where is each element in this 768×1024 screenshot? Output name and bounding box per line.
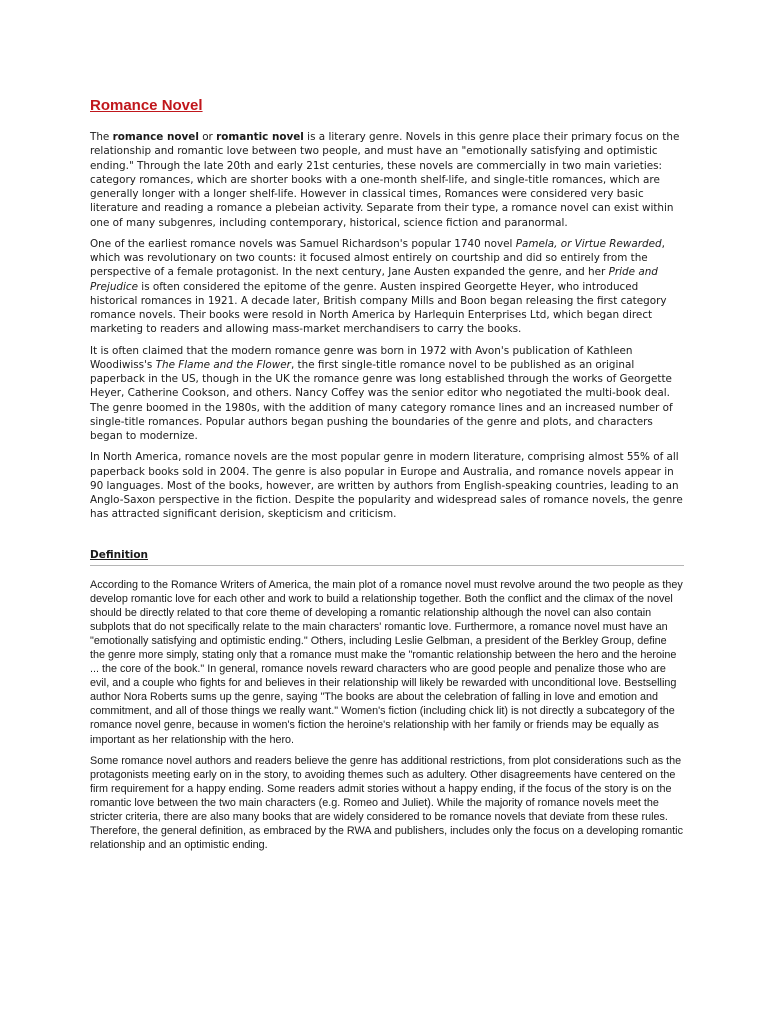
definition-paragraph-1: According to the Romance Writers of America, the main plot of a romance novel must revolve around the two people as they develop romantic love for each other and work to build a relationship together. Both the conflict and the climax of the novel should be directly related to that core theme of developing a romantic relationship although the novel can also contain subplots that do not specifically relate to the main characters' romantic love. Furthermore, a romance novel must have an "emotionally satisfying and optimistic ending." Others, including Leslie Gelbman, a president of the Berkley Group, define the genre more simply, stating only that a romance must make the "romantic relationship between the hero and the heroine ... the core of the book." In general, romance novels reward characters who are good people and penalize those who are evil, and a couple who fights for and believes in their relationship will likely be rewarded with unconditional love. Bestselling author Nora Roberts sums up the genre, saying "The books are about the celebration of falling in love and emotion and commitment, and all of those things we really want." Women's fiction (including chick lit) is not directly a subcategory of the romance novel genre, because in women's fiction the heroine's relationship with her family or friends may be equally as important as her relationship with the hero. <box>90 578 683 746</box>
bold-term: romantic novel <box>216 131 304 143</box>
text-span: One of the earliest romance novels was Samuel Richardson's popular 1740 novel <box>90 237 516 250</box>
text-span: It is often claimed that the modern romance genre was born in 1972 with Avon's publication of Kathleen Woodiwiss's <box>90 344 633 371</box>
intro-paragraph-4: In North America, romance novels are the most popular genre in modern literature, comprising almost 55% of all paperback books sold in 2004. The genre is also popular in Europe and Australia, and romance novels appear in 90 languages. Most of the books, however, are written by authors from English-speaking countries, leading to an Anglo-Saxon perspective in the fiction. Despite the popularity and widespread sales of romance novels, the genre has attracted significant derision, skepticism and criticism. <box>90 451 683 521</box>
intro-paragraph-1 <box>90 130 684 230</box>
page-title: Romance Novel <box>90 97 203 114</box>
text-span: , which was revolutionary on two counts: it focused almost entirely on courtship and did so entirely from the perspective of a female protagonist. In the next century, Jane Austen expanded the genre, and her <box>90 237 665 279</box>
text-span: or <box>198 131 217 143</box>
section-heading-definition: Definition <box>90 548 149 561</box>
bold-term: romance novel <box>112 131 199 143</box>
text-span: is often considered the epitome of the genre. Austen inspired Georgette Heyer, who introduced historical romances in 1921. A decade later, British company Mills and Boon began releasing the first category romance novels. Their books were resold in North America by Harlequin Enterprises Ltd, which began direct marketing to readers and allowing mass-market merchandisers to carry the books. <box>90 280 667 336</box>
italic-title: Pamela, or Virtue Rewarded <box>515 237 662 250</box>
text-span: is a literary genre. Novels in this genre place their primary focus on the relationship and romantic love between two people, and must have an "emotionally satisfying and optimistic ending." Through the late 20th and early 21st centuries, these novels are commercially in two main varieties: category romances, which are shorter books with a one-month shelf-life, and single-title romances, which are generally longer with a longer shelf-life. However in classical times, Romances were considered very basic literature and reading a romance a plebeian activity. Separate from their type, a romance novel can exist within one of many subgenres, including contemporary, historical, science fiction and paranormal. <box>90 131 680 229</box>
intro-paragraph-3 <box>90 344 684 444</box>
text-span: , the first single-title romance novel to be published as an original paperback in the US, though in the UK the romance genre was long established through the works of Georgette Heyer, Catherine Cookson, and others. Nancy Coffey was the senior editor who negotiated the multi-book deal. The genre boomed in the 1980s, with the addition of many category romance lines and an increased number of single-title romances. Popular authors began pushing the boundaries of the genre and plots, and characters began to modernize. <box>90 358 673 442</box>
definition-paragraph-2: Some romance novel authors and readers believe the genre has additional restrictions, from plot considerations such as the protagonists meeting early on in the story, to avoiding themes such as adultery. Other disagreements have centered on the firm requirement for a happy ending. Some readers admit stories without a happy ending, if the focus of the story is on the romantic love between the two main characters (e.g. Romeo and Juliet). While the majority of romance novels meet the stricter criteria, there are also many books that are widely considered to be romance novels that deviate from these rules. Therefore, the general definition, as embraced by the RWA and publishers, includes only the focus on a developing romantic relationship and an optimistic ending. <box>90 754 683 852</box>
italic-title: The Flame and the Flower <box>155 358 291 371</box>
italic-title: Pride and Prejudice <box>90 266 658 293</box>
intro-paragraph-2 <box>90 237 684 337</box>
section-divider <box>90 565 684 566</box>
text-span: The <box>90 131 113 143</box>
